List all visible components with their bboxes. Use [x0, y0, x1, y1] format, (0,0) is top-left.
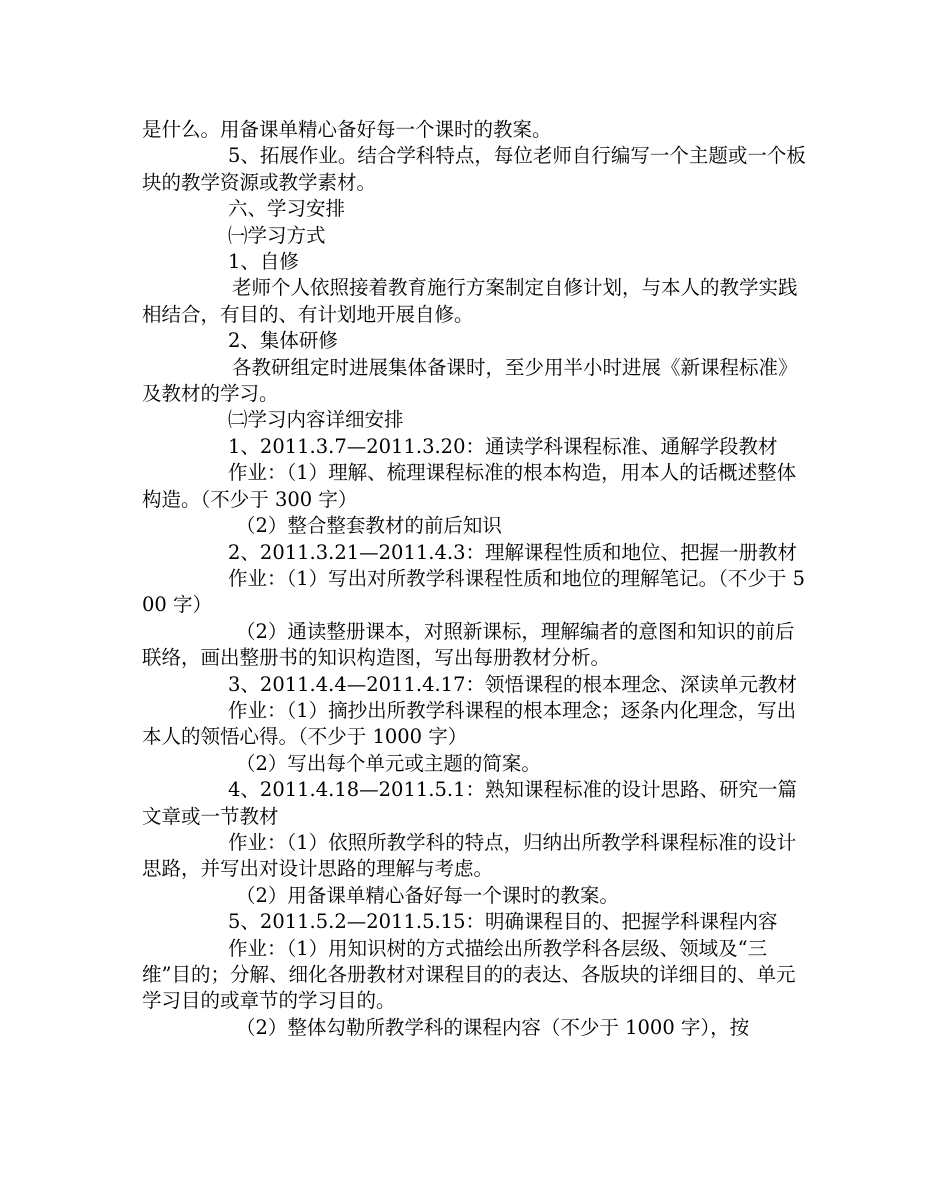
assignment-sub: （2）通读整册课本，对照新课标，理解编者的意图和知识的前后联络，画出整册书的知识构造图，写出每册教材分析。 — [142, 619, 795, 670]
schedule-item: 1、2011.3.7—2011.3.20：通读学科课程标准、通解学段教材 — [228, 434, 778, 458]
assignment-sub: （2）写出每个单元或主题的简案。 — [236, 751, 541, 775]
subsection-heading: ㈠学习方式 — [228, 223, 326, 247]
schedule-item: 4、2011.4.18—2011.5.1：熟知课程标准的设计思路、研究一篇文章或一节教材 — [142, 778, 797, 828]
assignment: 作业：（1）理解、梳理课程标准的根本构造，用本人的话概述整体构造。（不少于 300 字） — [142, 461, 797, 511]
subsection-heading: ㈡学习内容详细安排 — [228, 408, 404, 432]
document-body — [142, 117, 812, 1041]
item-heading: 1、自修 — [228, 250, 299, 274]
assignment: 作业：（1）写出对所教学科课程性质和地位的理解笔记。（不少于 500 字） — [142, 566, 806, 617]
item-heading: 2、集体研修 — [228, 329, 338, 353]
assignment-sub: （2）整合整套教材的前后知识 — [236, 514, 502, 538]
assignment-sub: （2）整体勾勒所教学科的课程内容（不少于 1000 字），按 — [236, 1015, 750, 1039]
paragraph: 5、拓展作业。结合学科特点，每位老师自行编写一个主题或一个板块的教学资源或教学素材。 — [142, 144, 806, 194]
assignment: 作业：（1）用知识树的方式描绘出所教学科各层级、领域及“三维”目的；分解、细化各册教材对课程目的的表达、各版块的详细目的、单元学习目的或章节的学习目的。 — [142, 936, 796, 1013]
paragraph: 是什么。用备课单精心备好每一个课时的教案。 — [142, 118, 552, 141]
section-heading: 六、学习安排 — [228, 197, 346, 221]
assignment-sub: （2）用备课单精心备好每一个课时的教案。 — [236, 883, 619, 907]
schedule-item: 2、2011.3.21—2011.4.3：理解课程性质和地位、把握一册教材 — [228, 540, 797, 564]
assignment: 作业：（1）依照所教学科的特点，归纳出所教学科课程标准的设计思路，并写出对设计思路的理解与考虑。 — [142, 830, 797, 881]
paragraph: 各教研组定时进展集体备课时，至少用半小时进展《新课程标准》及教材的学习。 — [142, 355, 798, 406]
schedule-item: 5、2011.5.2—2011.5.15：明确课程目的、把握学科课程内容 — [228, 910, 778, 934]
paragraph: 老师个人依照接着教育施行方案制定自修计划，与本人的教学实践相结合，有目的、有计划地开展自修。 — [142, 276, 798, 326]
schedule-item: 3、2011.4.4—2011.4.17：领悟课程的根本理念、深读单元教材 — [228, 672, 797, 696]
assignment: 作业：（1）摘抄出所教学科课程的根本理念；逐条内化理念，写出本人的领悟心得。（不少于 1000 字） — [142, 698, 797, 749]
